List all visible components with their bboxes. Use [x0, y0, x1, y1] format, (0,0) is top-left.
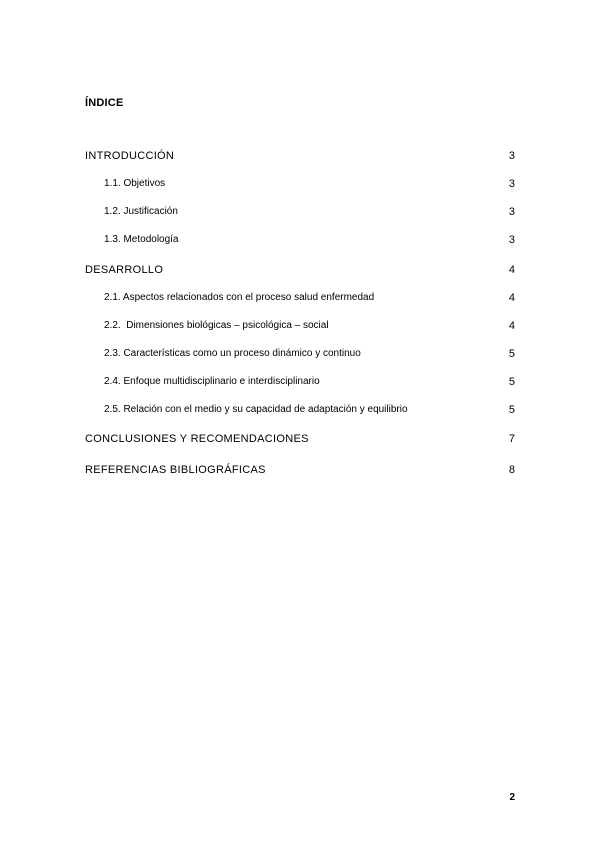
- toc-entry-enfoque[interactable]: [85, 374, 515, 390]
- toc-entry-introduccion[interactable]: [85, 148, 515, 164]
- toc-entry-page: 4: [508, 320, 515, 332]
- toc-entry-label: CONCLUSIONES Y RECOMENDACIONES: [85, 433, 309, 445]
- page-number: 2: [509, 792, 515, 803]
- toc-entry-aspectos[interactable]: [85, 290, 515, 306]
- toc-entry-relacion[interactable]: [85, 402, 515, 418]
- toc-entry-conclusiones[interactable]: [85, 431, 515, 447]
- toc-entry-page: 5: [508, 348, 515, 360]
- toc-entry-page: 3: [508, 234, 515, 246]
- toc-entry-page: 3: [508, 150, 515, 162]
- toc-entry-page: 5: [508, 376, 515, 388]
- toc-entry-objetivos[interactable]: [85, 176, 515, 192]
- toc-entry-page: 8: [508, 464, 515, 476]
- toc-entry-label: REFERENCIAS BIBLIOGRÁFICAS: [85, 464, 266, 476]
- toc-entry-caracteristicas[interactable]: [85, 346, 515, 362]
- toc-entry-page: 3: [508, 206, 515, 218]
- toc-entry-metodologia[interactable]: [85, 232, 515, 248]
- toc-entry-label: 2.3. Características como un proceso dinámico y continuo: [104, 348, 361, 359]
- toc-entry-label: 1.1. Objetivos: [104, 178, 166, 189]
- toc-entry-page: 5: [508, 404, 515, 416]
- toc-entry-label: 1.2. Justificación: [104, 206, 178, 217]
- toc-entry-label: 2.1. Aspectos relacionados con el proceso salud enfermedad: [104, 292, 375, 303]
- toc-entry-desarrollo[interactable]: [85, 262, 515, 278]
- toc-entry-page: 7: [508, 433, 515, 445]
- toc-entry-label: INTRODUCCIÓN: [85, 150, 175, 162]
- toc-entry-label: 2.2. Dimensiones biológicas – psicológica – social: [104, 320, 329, 331]
- toc-entry-dimensiones[interactable]: [85, 318, 515, 334]
- toc-entry-page: 4: [508, 264, 515, 276]
- toc-entry-label: 2.5. Relación con el medio y su capacidad de adaptación y equilibrio: [104, 404, 408, 415]
- toc-entry-label: 2.4. Enfoque multidisciplinario e interdisciplinario: [104, 376, 320, 387]
- page-title: ÍNDICE: [85, 97, 124, 109]
- toc-entry-page: 4: [508, 292, 515, 304]
- toc-entry-page: 3: [508, 178, 515, 190]
- toc-entry-referencias[interactable]: [85, 462, 515, 478]
- toc-entry-label: DESARROLLO: [85, 264, 164, 276]
- toc-entry-label: 1.3. Metodología: [104, 234, 179, 245]
- toc-entry-justificacion[interactable]: [85, 204, 515, 220]
